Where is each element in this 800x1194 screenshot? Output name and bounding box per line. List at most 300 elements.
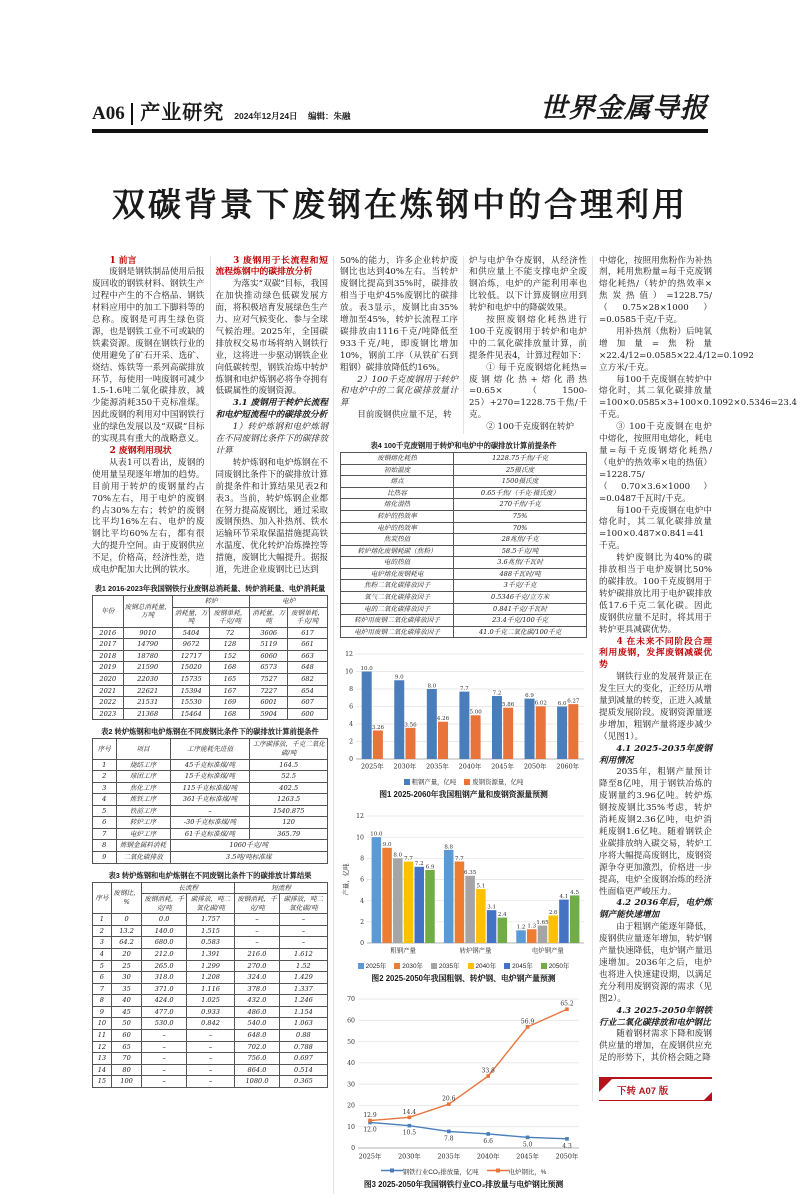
table-head	[93, 882, 328, 914]
table-row	[93, 1018, 328, 1030]
table-row	[93, 674, 328, 686]
table-cell: 12	[93, 1041, 112, 1053]
table-cell: 1.612	[279, 949, 327, 961]
table-cell: 324.0	[235, 972, 280, 984]
legend-item	[394, 963, 423, 970]
table-cell: –	[142, 1053, 187, 1065]
svg-text:6.6: 6.6	[483, 1138, 493, 1145]
legend-swatch-icon	[358, 963, 364, 969]
svg-text:6.27: 6.27	[567, 699, 580, 705]
svg-text:6.0: 6.0	[557, 701, 566, 707]
paragraph: 目前废钢供应量不足，转	[340, 410, 458, 422]
table-cell: 70	[111, 1053, 142, 1065]
svg-text:10.0: 10.0	[360, 666, 373, 672]
table-cell: 6060	[250, 650, 288, 662]
table-cell: 15千克标准煤/吨	[170, 771, 250, 783]
table-row	[93, 708, 328, 720]
table-cell: 70%	[454, 522, 587, 534]
table-row	[93, 697, 328, 709]
table-cell: 1263.5	[250, 794, 328, 806]
legend-swatch-icon	[504, 963, 510, 969]
table-cell: 1.063	[279, 1018, 327, 1030]
svg-text:4.1: 4.1	[559, 894, 568, 900]
svg-text:12: 12	[356, 813, 364, 820]
table-cell: 初始温度	[341, 464, 454, 476]
table-cell: 铁前工序	[116, 805, 170, 817]
svg-text:10.0: 10.0	[370, 832, 383, 838]
table-cell: 2022	[93, 697, 124, 709]
legend-item	[358, 963, 387, 970]
table-cell: 648	[288, 662, 328, 674]
table-cell: 9	[93, 852, 117, 864]
table-cell: 1	[93, 914, 112, 926]
table-row	[93, 805, 328, 817]
table-cell: 1.337	[279, 983, 327, 995]
table-cell: –	[279, 914, 327, 926]
svg-text:56.9: 56.9	[520, 1019, 534, 1026]
table-cell: 72	[210, 627, 250, 639]
table-cell: 2018	[93, 650, 124, 662]
table-cell: 5	[93, 960, 112, 972]
header-cell: 废钢总消耗量，万吨	[123, 596, 172, 628]
table-cell: 50	[111, 1018, 142, 1030]
table-cell: 318.0	[142, 972, 187, 984]
svg-text:8: 8	[360, 856, 364, 863]
svg-text:8.8: 8.8	[444, 844, 453, 850]
svg-text:5.00: 5.00	[469, 710, 482, 716]
table-cell: 5904	[250, 708, 288, 720]
table-cell: 11	[93, 1029, 112, 1041]
table-cell: 378.0	[235, 983, 280, 995]
header-cell: 碳排放，吨二氧化碳/吨	[186, 894, 234, 914]
table-cell: 4	[93, 949, 112, 961]
table-cell: 169	[210, 697, 250, 709]
table-cell: 864.0	[235, 1064, 280, 1076]
table-cell: 15	[93, 1076, 112, 1088]
table-row	[93, 840, 328, 852]
svg-text:1.3: 1.3	[527, 924, 536, 930]
table-cell: 7227	[250, 685, 288, 697]
table-cell: 2021	[93, 685, 124, 697]
table-cell: 2016	[93, 627, 124, 639]
text-column-2	[216, 256, 329, 577]
paragraph: 2035年，粗钢产量预计降至8亿吨，用于钢铁冶炼的废钢量约3.96亿吨。转炉炼钢按废钢比35%考虑，转炉消耗废钢2.36亿吨，电炉消耗废钢1.6亿吨。随着钢铁企业碳排放纳入碳交易，转炉工序将大幅提高废钢比，废钢资源争夺更加激烈，价格进一步提高，电炉全废钢冶炼的经济性面临更严峻压力。	[599, 767, 712, 898]
svg-text:10: 10	[347, 1124, 355, 1131]
table-cell: 20	[111, 949, 142, 961]
table-title: 表2 转炉炼钢和电炉炼钢在不同废钢比条件下的碳排放计算前提条件	[92, 727, 328, 736]
table-row	[93, 852, 328, 864]
svg-text:30: 30	[347, 1082, 355, 1089]
table-cell: 115千克标准煤/吨	[170, 782, 250, 794]
text-column-5	[599, 256, 712, 1066]
subsection-heading: 4.3 2025-2050年钢铁行业二氧化碳排放和电炉钢比	[599, 1006, 712, 1030]
table-cell: 1.025	[186, 995, 234, 1007]
continuation-banner	[599, 1077, 712, 1101]
paragraph: 转炉废钢比为40%的碳排放相当于电炉废钢比50%的碳排放。100千克废钢用于转炉碳排放比用于电炉碳排放低17.6千克二氧化碳。因此废钢供应量不足时，将其用于转炉更具减碳优势。	[599, 553, 712, 636]
svg-text:2030年: 2030年	[398, 1152, 421, 1161]
table-cell: 41.0千克二氧化碳/100千克	[454, 626, 587, 638]
table-cell: 15394	[172, 685, 210, 697]
svg-text:20.6: 20.6	[442, 1096, 456, 1103]
table-header-row	[93, 739, 328, 759]
legend-label: 2050年	[549, 963, 570, 970]
table-row	[341, 580, 587, 592]
header-cell: 序号	[93, 739, 117, 759]
table-cell: 35	[111, 983, 142, 995]
legend-label: 2030年	[402, 963, 423, 970]
table-cell: 402.5	[250, 782, 328, 794]
table-row	[93, 771, 328, 783]
table-cell: –	[142, 1041, 187, 1053]
header-cell: 项目	[116, 739, 170, 759]
svg-text:粗钢产量: 粗钢产量	[390, 946, 416, 955]
section-heading: 4 在未来不同阶段合理利用废钢，发挥废钢减碳优势	[599, 637, 712, 673]
table-row	[341, 464, 587, 476]
table-cell: 2	[93, 771, 117, 783]
svg-text:4: 4	[349, 721, 353, 728]
table-row	[93, 1006, 328, 1018]
header-cell: 废钢消耗，千克/吨	[142, 894, 187, 914]
table-row	[341, 568, 587, 580]
svg-text:0: 0	[349, 756, 353, 763]
legend-label: 钢铁行业CO₂排放量，亿吨	[403, 1169, 479, 1176]
newspaper-masthead: 世界金属导报	[540, 86, 708, 125]
data-table	[340, 452, 587, 638]
article-body	[92, 256, 708, 1194]
table-row	[93, 1064, 328, 1076]
legend-item	[487, 1169, 547, 1176]
svg-text:20: 20	[347, 1103, 355, 1110]
svg-text:10: 10	[356, 835, 364, 842]
table-row	[341, 499, 587, 511]
table-row	[341, 522, 587, 534]
table-row	[93, 685, 328, 697]
chart-canvas	[341, 806, 587, 956]
svg-text:12.0: 12.0	[363, 1127, 377, 1134]
chart-legend	[340, 777, 587, 786]
svg-text:12.9: 12.9	[363, 1112, 377, 1119]
legend-label: 2025年	[366, 963, 387, 970]
paragraph: 每100千克废钢在电炉中熔化时，其二氧化碳排放量=100×0.487×0.841=41千克。	[599, 506, 712, 554]
table-cell: 45千克标准煤/吨	[170, 759, 250, 771]
table-cell: 216.0	[235, 949, 280, 961]
svg-text:40: 40	[347, 1060, 355, 1067]
table-cell: 25	[111, 960, 142, 972]
table-row	[341, 476, 587, 488]
legend-label: 电炉钢比，%	[509, 1169, 547, 1176]
table-cell: 1540.875	[250, 805, 328, 817]
table-title: 表3 转炉炼钢和电炉炼钢在不同废钢比条件下的碳排放计算结果	[92, 871, 328, 880]
svg-text:2035年: 2035年	[437, 1152, 460, 1161]
table-cell: 1228.75千焦/千克	[454, 453, 587, 465]
table-row	[93, 650, 328, 662]
table-cell: –	[186, 1053, 234, 1065]
table-row	[341, 534, 587, 546]
chart-legend	[340, 1167, 587, 1176]
table-cell: 焦粉二氧化碳排放因子	[341, 580, 454, 592]
table-cell: 2019	[93, 662, 124, 674]
header-cell: 长流程	[142, 882, 235, 894]
table-cell: 58.5千克/吨	[454, 545, 587, 557]
table-cell: –	[235, 937, 280, 949]
table-cell: 265.0	[142, 960, 187, 972]
table-body	[93, 914, 328, 1087]
table-cell: 电炉熔化废钢耗电	[341, 568, 454, 580]
table-cell: 12717	[172, 650, 210, 662]
table-cell: 75%	[454, 511, 587, 523]
table-row	[93, 1076, 328, 1088]
table-cell: 13.2	[111, 925, 142, 937]
section-heading: 2 废钢利用现状	[92, 446, 205, 458]
table-body	[93, 759, 328, 863]
svg-text:5.1: 5.1	[476, 884, 485, 890]
table-cell: 140.0	[142, 925, 187, 937]
legend-swatch-icon	[468, 963, 474, 969]
table-cell: –	[142, 1064, 187, 1076]
table-cell: –	[186, 1041, 234, 1053]
date-text: 2024年12月24日	[234, 111, 297, 121]
svg-text:9.0: 9.0	[394, 675, 403, 681]
table-cell: –	[279, 925, 327, 937]
svg-text:14.4: 14.4	[402, 1109, 416, 1116]
table-cell: 2	[93, 925, 112, 937]
legend-item	[504, 963, 533, 970]
svg-text:6.9: 6.9	[425, 865, 434, 871]
table-title: 表4 100千克废钢用于转炉和电炉中的碳排放计算前提条件	[340, 441, 587, 450]
table-header-row	[93, 882, 328, 894]
svg-text:12: 12	[345, 651, 353, 658]
svg-text:4.3: 4.3	[562, 1143, 572, 1150]
table-cell: 3606	[250, 627, 288, 639]
table-cell: 22621	[123, 685, 172, 697]
table-head	[93, 739, 328, 759]
paragraph: 中熔化，按照用焦粉作为补热剂，耗用焦粉量=每千克废钢熔化耗热/（转炉的热效率×焦炭热值）=1228.75/（0.75×28×1000）=0.0585千克/千克。	[599, 256, 712, 327]
table-cell: 64.2	[111, 937, 142, 949]
table-cell: 转炉工序	[116, 817, 170, 829]
dateline	[234, 110, 358, 125]
table-cell: 540.0	[235, 1018, 280, 1030]
legend-swatch-icon	[404, 779, 410, 785]
svg-text:0: 0	[351, 1145, 355, 1152]
svg-text:9.0: 9.0	[382, 842, 391, 848]
table-cell: 焦化工序	[116, 782, 170, 794]
legend-label: 2045年	[512, 963, 533, 970]
table-cell: 电的二氧化碳排放因子	[341, 603, 454, 615]
table-cell: 转炉用废钢二氧化碳排放因子	[341, 615, 454, 627]
table-cell: 1.154	[279, 1006, 327, 1018]
table-cell: 22030	[123, 674, 172, 686]
table-cell: 15020	[172, 662, 210, 674]
svg-text:6.35: 6.35	[464, 870, 477, 876]
table-3	[92, 871, 328, 1088]
text-column-3	[340, 256, 464, 435]
table-cell: 炼铁工序	[116, 794, 170, 806]
svg-text:2: 2	[360, 919, 364, 926]
table-cell: –	[142, 1029, 187, 1041]
table-cell: –	[186, 1076, 234, 1088]
table-cell: 废钢熔化耗热	[341, 453, 454, 465]
table-cell: 1.391	[186, 949, 234, 961]
legend-item	[431, 963, 460, 970]
table-cell: 21368	[123, 708, 172, 720]
table-cell: 转炉的热效率	[341, 511, 454, 523]
data-table	[92, 595, 328, 720]
table-cell: 477.0	[142, 1006, 187, 1018]
page-header	[92, 86, 708, 125]
table-cell: 0.5346千克/立方米	[454, 591, 587, 603]
paragraph: 每100千克废钢在转炉中熔化时，其二氧化碳排放量=100×0.0585×3+100×0.1092×0.5346=23.4千克。	[599, 375, 712, 423]
figure-caption: 图3 2025-2050年我国钢铁行业CO₂排放量与电炉钢比预测	[340, 1179, 587, 1190]
table-cell: 680.0	[142, 937, 187, 949]
table-row	[93, 1053, 328, 1065]
table-cell: 14	[93, 1064, 112, 1076]
svg-text:10.5: 10.5	[402, 1130, 416, 1137]
table-cell: 1500摄氏度	[454, 476, 587, 488]
table-cell: 5404	[172, 627, 210, 639]
continuation-text: 下转 A07 版	[617, 1086, 668, 1097]
table-cell: 488千瓦时/吨	[454, 568, 587, 580]
table-row	[341, 487, 587, 499]
table-body	[93, 627, 328, 720]
table-cell: 13	[93, 1053, 112, 1065]
table-cell: 8	[93, 840, 117, 852]
paragraph: 按照废钢熔化耗热进行100千克废钢用于转炉和电炉中的二氧化碳排放量计算，前提条件见表4，计算过程如下：	[469, 315, 587, 363]
table-cell: 654	[288, 685, 328, 697]
left-text-columns	[92, 256, 328, 577]
numbered-subhead: 1）转炉炼钢和电炉炼钢在不同废钢比条件下的碳排放计算	[216, 422, 329, 458]
table-cell: 607	[288, 697, 328, 709]
table-cell: 0.65千焦/（千克·摄氏度）	[454, 487, 587, 499]
header-cell: 消耗量，万吨	[172, 607, 210, 627]
legend-swatch-icon	[541, 963, 547, 969]
section-title: 产业研究	[140, 96, 224, 125]
svg-text:转炉钢产量: 转炉钢产量	[459, 946, 492, 955]
paragraph: 废钢是钢铁制品使用后报废回收的钢铁材料、钢铁生产过程中产生的不合格品、钢铁材料应用中的加工下脚料等的总称。废钢是可再生绿色资源，也是钢铁工业不可或缺的铁素资源。废钢在钢铁行业的使用避免了矿石开采、选矿、烧结、炼铁等一系列高碳排放环节，每使用一吨废钢可减少1.5-1.6吨二氧化碳排放，减少能源消耗350千克标准煤。因此废钢的利用对中国钢铁行业的绿色发展以及“双碳”目标的实现具有重大的战略意义。	[92, 267, 205, 446]
table-cell: 烧结工序	[116, 759, 170, 771]
table-cell: 530.0	[142, 1018, 187, 1030]
paragraph: ② 100千克废钢在转炉	[469, 422, 587, 434]
table-cell: 1080.0	[235, 1076, 280, 1088]
svg-text:60: 60	[347, 1018, 355, 1025]
table-cell: 7527	[250, 674, 288, 686]
table-cell: 3.5吨/吨标准煤	[170, 852, 327, 864]
table-2	[92, 727, 328, 863]
svg-text:2030年: 2030年	[393, 762, 416, 771]
svg-text:3.1: 3.1	[487, 905, 496, 911]
table-cell: 电炉的热效率	[341, 522, 454, 534]
table-cell: 21590	[123, 662, 172, 674]
paragraph: 用补热剂（焦粉）后吨氧增加量=焦粉量×22.4/12=0.0585×22.4/12=0.1092立方米/千克。	[599, 327, 712, 375]
table-cell: 6	[93, 817, 117, 829]
table-cell: 661	[288, 639, 328, 651]
table-cell: 熔点	[341, 476, 454, 488]
table-cell: 9672	[172, 639, 210, 651]
figure-2	[340, 806, 587, 984]
svg-text:6.02: 6.02	[534, 701, 546, 707]
table-cell: 21531	[123, 697, 172, 709]
table-cell: –	[142, 1076, 187, 1088]
table-cell: 焦炭热值	[341, 534, 454, 546]
text-column-1	[92, 256, 211, 577]
table-row	[93, 639, 328, 651]
table-cell: 40	[111, 995, 142, 1007]
figure-caption: 图2 2025-2050年我国粗钢、转炉钢、电炉钢产量预测	[340, 973, 587, 984]
figure-1	[340, 644, 587, 800]
svg-text:4.26: 4.26	[436, 716, 449, 722]
right-column-group	[592, 256, 712, 1102]
table-cell: 4	[93, 794, 117, 806]
paragraph: 为落实“双碳”目标，我国在加快推动绿色低碳发展方面，将积极培育发展绿色生产力、应对气候变化、参与全球气候治理。2025年，全国碳排放权交易市场将纳入钢铁行业，这将进一步驱动钢铁企业向低碳转型，钢铁冶炼中转炉炼钢和电炉炼钢必将争夺拥有低碳属性的废钢资源。	[216, 279, 329, 398]
header-cell: 转炉	[172, 596, 250, 608]
table-cell: 0.788	[279, 1041, 327, 1053]
svg-text:8.0: 8.0	[393, 853, 402, 859]
table-cell: 168	[210, 708, 250, 720]
legend-item	[464, 779, 523, 786]
svg-text:70: 70	[347, 996, 355, 1003]
table-cell: 1	[93, 759, 117, 771]
table-cell: 486.0	[235, 1006, 280, 1018]
svg-text:2.6: 2.6	[548, 910, 557, 916]
table-row	[341, 603, 587, 615]
table-cell: 128	[210, 639, 250, 651]
table-cell: 转炉熔化废钢耗碳（焦粉）	[341, 545, 454, 557]
svg-text:7.2: 7.2	[492, 691, 501, 697]
table-cell: 0.514	[279, 1064, 327, 1076]
svg-text:7.7: 7.7	[455, 856, 464, 862]
svg-text:7.7: 7.7	[460, 686, 469, 692]
table-cell: 80	[111, 1064, 142, 1076]
table-row	[93, 662, 328, 674]
article-title: 双碳背景下废钢在炼钢中的合理利用	[92, 179, 708, 226]
middle-column-group	[333, 256, 587, 1194]
section-heading: 1 前言	[92, 256, 205, 268]
table-cell: 2023	[93, 708, 124, 720]
middle-text-columns	[340, 256, 587, 435]
svg-text:3.26: 3.26	[371, 725, 384, 731]
header-cell: 消耗量，万吨	[250, 607, 288, 627]
table-row	[93, 972, 328, 984]
header-rule	[92, 129, 708, 133]
legend-item	[468, 963, 497, 970]
table-cell: 2020	[93, 674, 124, 686]
table-cell: 270千焦/千克	[454, 499, 587, 511]
table-cell: 8	[93, 995, 112, 1007]
table-cell: 756.0	[235, 1053, 280, 1065]
table-cell: 1.208	[186, 972, 234, 984]
table-cell: 3	[93, 937, 112, 949]
table-cell: –	[170, 805, 250, 817]
svg-text:6: 6	[349, 704, 353, 711]
table-row	[93, 1041, 328, 1053]
legend-line-icon	[381, 1167, 403, 1174]
table-cell: 617	[288, 627, 328, 639]
table-cell: 61千克标准煤/吨	[170, 828, 250, 840]
paragraph: 炉与电炉争夺废钢，从经济性和供应量上不能支撑电炉全废钢冶炼，电炉的产能利用率也比较低。以下计算废钢应用到转炉和电炉中的降碳效果。	[469, 256, 587, 316]
table-row	[341, 615, 587, 627]
text-column-4	[469, 256, 587, 435]
header-left	[92, 96, 358, 125]
subsection-heading: 4.2 2036年后，电炉炼钢产能快速增加	[599, 898, 712, 922]
table-cell: 10	[93, 1018, 112, 1030]
table-cell: 熔化潜热	[341, 499, 454, 511]
table-cell: 0.365	[279, 1076, 327, 1088]
svg-text:2040年: 2040年	[458, 762, 481, 771]
table-cell: 7	[93, 828, 117, 840]
table-cell: 5	[93, 805, 117, 817]
table-cell: 1.52	[279, 960, 327, 972]
table-row	[341, 511, 587, 523]
table-row	[341, 545, 587, 557]
